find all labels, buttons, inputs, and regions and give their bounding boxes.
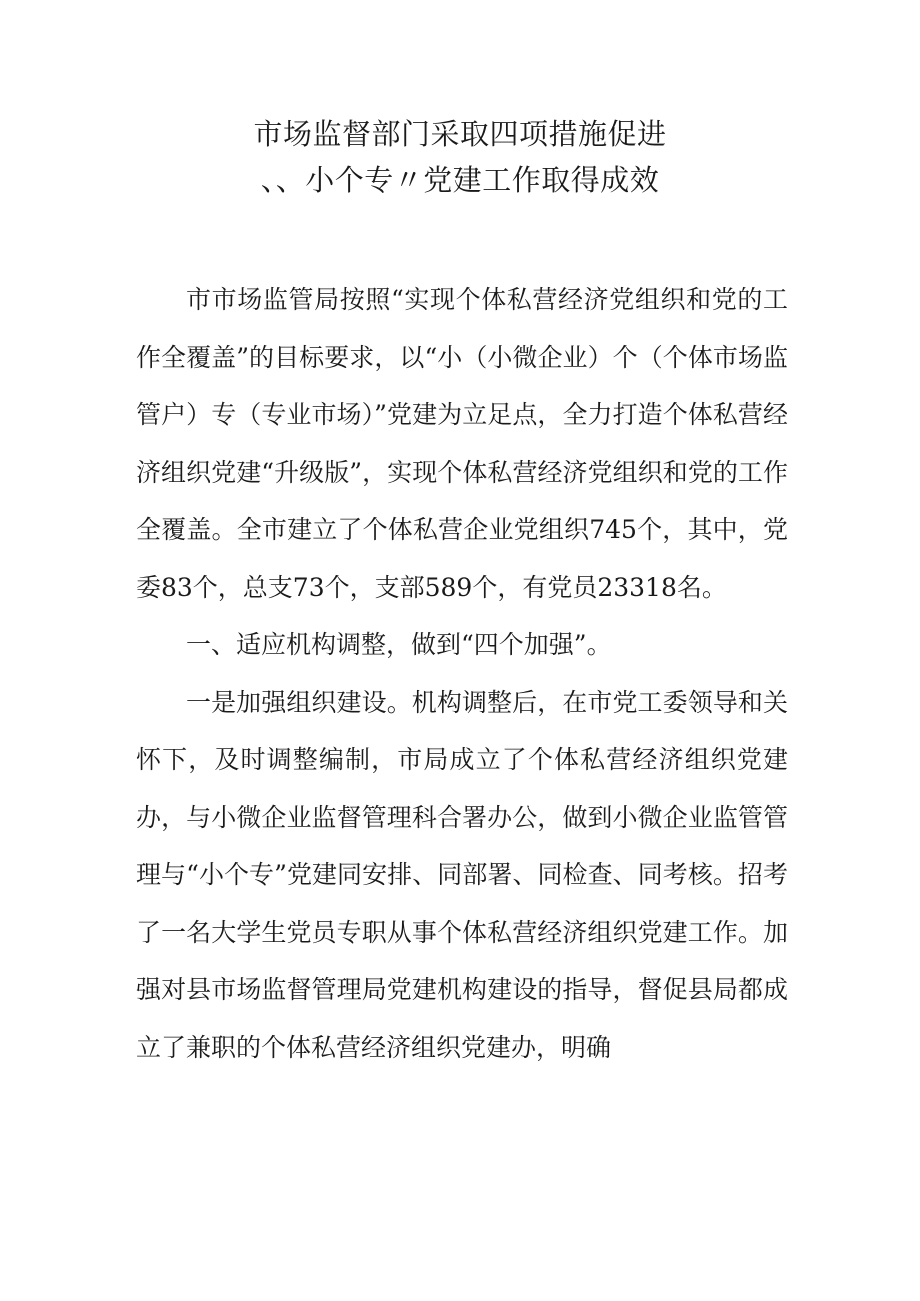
- document-title-line-2: 、、小个专〃党建工作取得成效: [260, 163, 660, 197]
- paragraph-organization: 一是加强组织建设。机构调整后，在市党工委领导和关怀下，及时调整编制，市局成立了个体私营经济组织党建办，与小微企业监督管理科合署办公，做到小微企业监管管理与“小个专”党建同安排、同部署、同检查、同考核。招考了一名大学生党员专职从事个体私营经济组织党建工作。加强对县市场监督管理局党建机构建设的指导，督促县局都成立了兼职的个体私营经济组织党建办，明确: [136, 687, 788, 1062]
- section-heading-1: 一、适应机构调整，做到“四个加强”。: [186, 630, 612, 659]
- paragraph-intro: 市市场监管局按照“实现个体私营经济党组织和党的工作全覆盖”的目标要求，以“小（小微企业）个（个体市场监管户）专（专业市场）”党建为立足点，全力打造个体私营经济组织党建“升级版”，实现个体私营经济党组织和党的工作全覆盖。全市建立了个体私营企业党组织745个，其中，党委83个，总支73个，支部589个，有党员23318名。: [136, 285, 788, 602]
- document-body: [136, 271, 788, 1076]
- document-title-line-1: 市场监督部门采取四项措施促进: [253, 117, 667, 151]
